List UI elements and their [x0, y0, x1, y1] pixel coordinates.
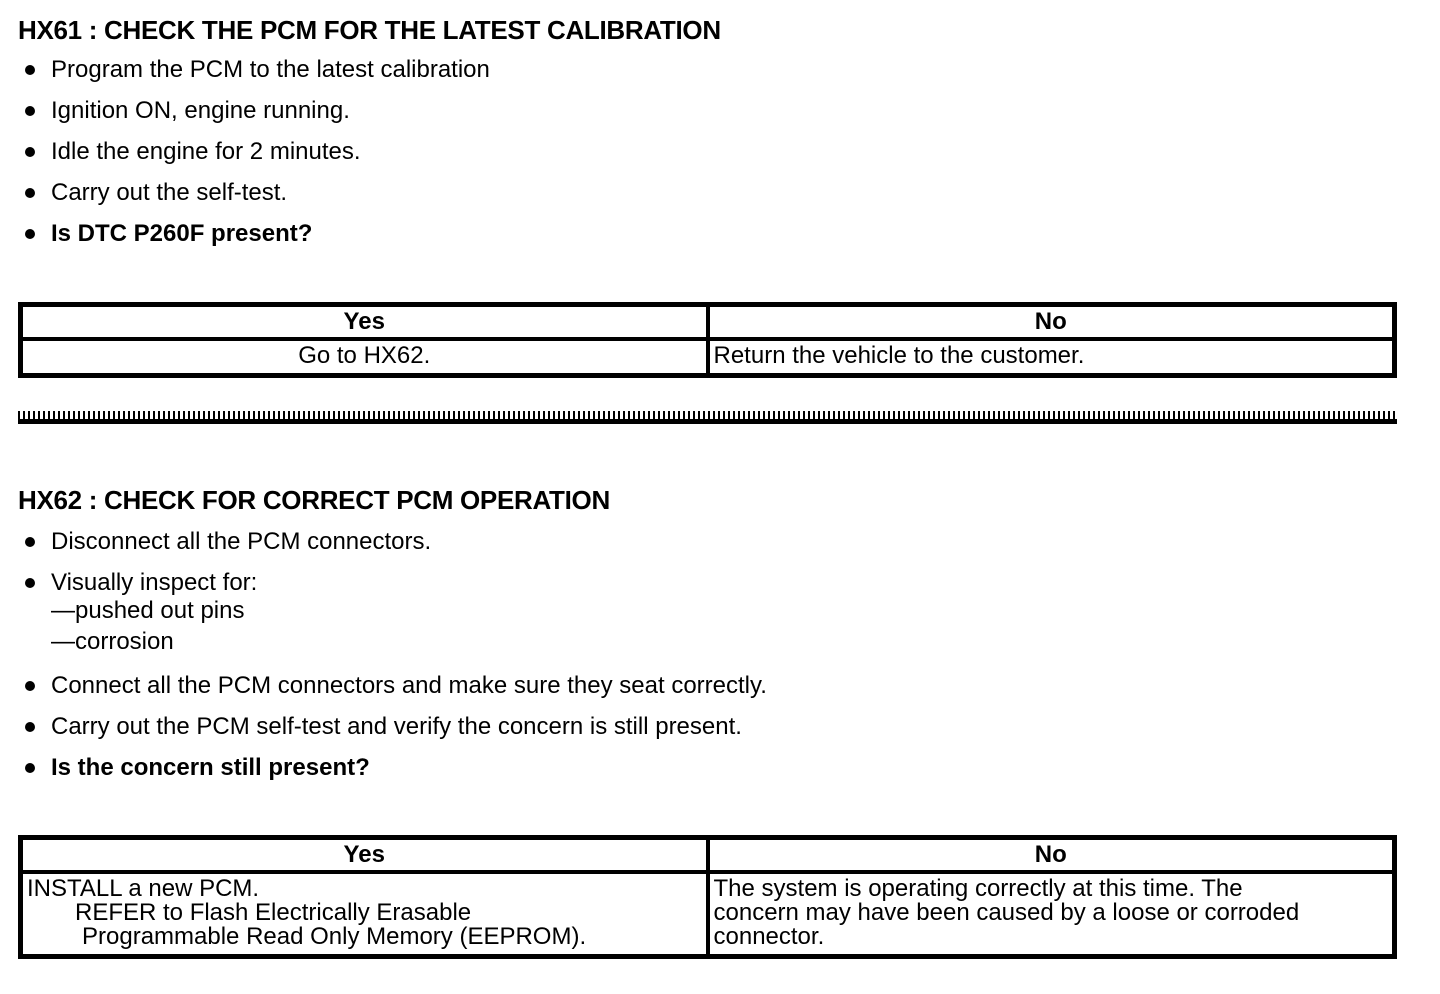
hx62-decision-table [18, 835, 1397, 959]
section-divider [18, 411, 1397, 424]
step-text: Disconnect all the PCM connectors. [51, 528, 432, 555]
step-text-group [51, 571, 257, 657]
hx62-step-list [18, 530, 1397, 780]
section-hx61-heading: HX61 : CHECK THE PCM FOR THE LATEST CALIBRATION [18, 15, 721, 45]
yes-result-cell [21, 872, 708, 957]
no-result-cell: Return the vehicle to the customer. [708, 339, 1395, 376]
yes-column-header: Yes [21, 305, 708, 340]
section-hx62-heading: HX62 : CHECK FOR CORRECT PCM OPERATION [18, 485, 610, 515]
yes-result-line: Programmable Read Only Memory (EEPROM). [82, 923, 587, 950]
hx62-step-4 [18, 715, 1397, 739]
step-text: Is DTC P260F present? [51, 220, 313, 247]
hx62-step-3 [18, 674, 1397, 698]
section-hx62 [18, 486, 1397, 959]
bullet-icon [25, 578, 35, 588]
hx61-step-3 [18, 140, 1397, 164]
table-header-row [21, 305, 1395, 340]
table-result-row [21, 872, 1395, 957]
hx61-step-4 [18, 181, 1397, 205]
bullet-icon [25, 722, 35, 732]
bullet-icon [25, 229, 35, 239]
step-text: Carry out the self-test. [51, 179, 288, 206]
hx61-question-step [18, 222, 1397, 246]
table-result-row [21, 339, 1395, 376]
inspect-subline-pins: —pushed out pins [51, 597, 245, 624]
yes-column-header: Yes [21, 838, 708, 873]
no-result-line: The system is operating correctly at this time. The [713, 875, 1243, 902]
step-text: Program the PCM to the latest calibration [51, 56, 490, 83]
hx62-step-2 [18, 571, 1397, 657]
inspect-subline-corrosion: —corrosion [51, 628, 174, 655]
bullet-icon [25, 147, 35, 157]
step-text: Idle the engine for 2 minutes. [51, 138, 361, 165]
bullet-icon [25, 106, 35, 116]
no-column-header: No [708, 838, 1395, 873]
yes-result-line: REFER to Flash Electrically Erasable [75, 899, 472, 926]
no-column-header: No [708, 305, 1395, 340]
step-text: Visually inspect for: [51, 569, 258, 596]
hx61-decision-table [18, 302, 1397, 378]
no-result-line: connector. [713, 923, 825, 950]
bullet-icon [25, 188, 35, 198]
yes-result-cell: Go to HX62. [21, 339, 708, 376]
bullet-icon [25, 537, 35, 547]
table-header-row [21, 838, 1395, 873]
hx61-step-2 [18, 99, 1397, 123]
yes-result-line: INSTALL a new PCM. [27, 875, 260, 902]
bullet-icon [25, 763, 35, 773]
step-text: Carry out the PCM self-test and verify the concern is still present. [51, 713, 742, 740]
hx62-question-step [18, 756, 1397, 780]
hx61-step-list [18, 58, 1397, 246]
step-text: Ignition ON, engine running. [51, 97, 350, 124]
step-text: Is the concern still present? [51, 754, 370, 781]
bullet-icon [25, 65, 35, 75]
no-result-line: concern may have been caused by a loose or corroded [713, 899, 1300, 926]
step-text: Connect all the PCM connectors and make sure they seat correctly. [51, 672, 767, 699]
hx61-step-1 [18, 58, 1397, 82]
hx62-step-1 [18, 530, 1397, 554]
section-hx61 [18, 16, 1397, 378]
no-result-cell [708, 872, 1395, 957]
bullet-icon [25, 681, 35, 691]
